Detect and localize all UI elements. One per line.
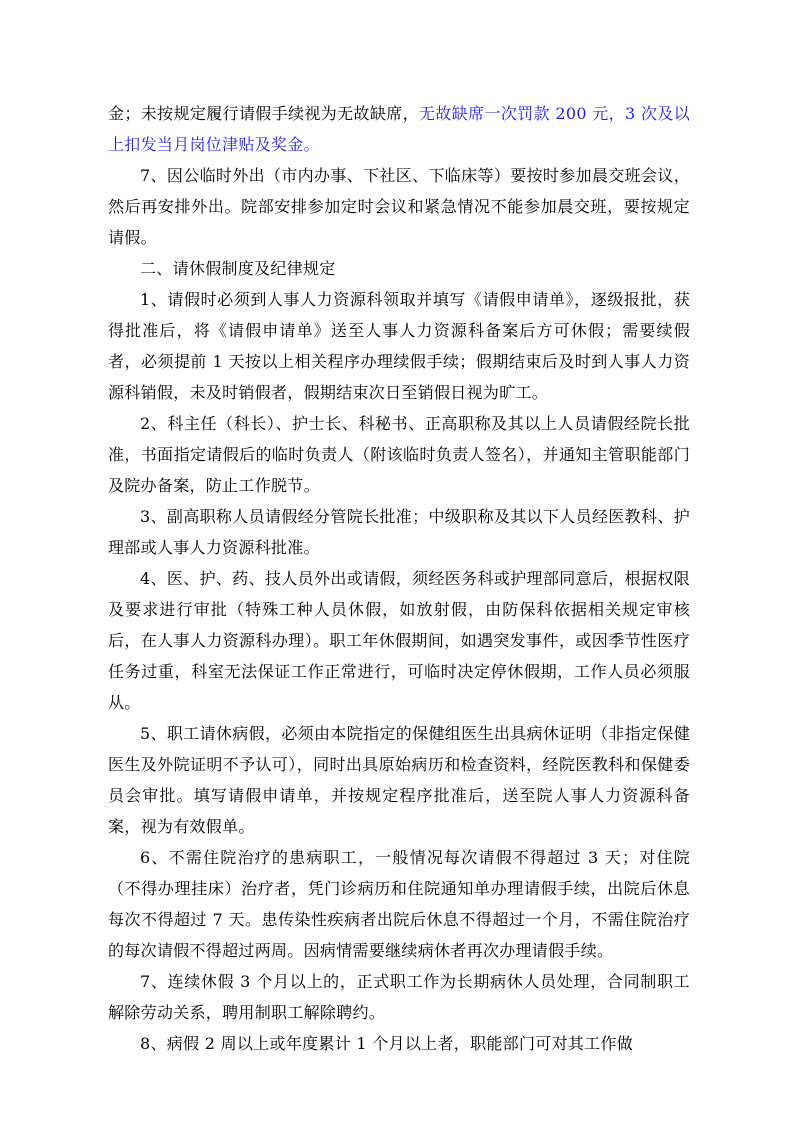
rule-item-2: 2、科主任（科长）、护士长、科秘书、正高职称及其以上人员请假经院长批准，书面指定请假后的临时负责人（附该临时负责人签名），并通知主管职能部门及院办备案，防止工作脱节。 [108, 414, 690, 495]
rule-item-6: 6、不需住院治疗的患病职工，一般情况每次请假不得超过 3 天；对住院（不得办理挂床）治疗者，凭门诊病历和住院通知单办理请假手续，出院后休息每次不得超过 7 天。患传染性疾病者出院后休息不得超过一个月，不需住院治疗的每次请假不得超过两周。因病情需要继续病休者再次办理请假手续。 [108, 848, 690, 960]
rule-item-1: 1、请假时必须到人事人力资源科领取并填写《请假申请单》，逐级报批，获得批准后，将《请假申请单》送至人事人力资源科备案后方可休假；需要续假者，必须提前 1 天按以上相关程序办理续假手续；假期结束后及时到人事人力资源科销假，未及时销假者，假期结束次日至销假日视为旷工。 [108, 290, 690, 402]
intro-lead: 金；未按规定履行请假手续视为无故缺席， [108, 104, 419, 123]
upper-item-7: 7、因公临时外出（市内办事、下社区、下临床等）要按时参加晨交班会议，然后再安排外出。院部安排参加定时会议和紧急情况不能参加晨交班，要按规定请假。 [108, 166, 690, 247]
rule-item-5: 5、职工请休病假，必须由本院指定的保健组医生出具病休证明（非指定保健医生及外院证明不予认可），同时出具原始病历和检查资料，经院医教科和保健委员会审批。填写请假申请单，并按规定程序批准后，送至院人事人力资源科备案，视为有效假单。 [108, 724, 690, 836]
rule-item-3: 3、副高职称人员请假经分管院长批准；中级职称及其以下人员经医教科、护理部或人事人力资源科批准。 [108, 507, 690, 557]
intro-paragraph [108, 98, 690, 160]
penalty-highlight: 无故缺席一次罚款 200 元，3 次及以上扣发当月岗位津贴及奖金。 [108, 104, 690, 154]
rule-item-8: 8、病假 2 周以上或年度累计 1 个月以上者，职能部门可对其工作做 [140, 1034, 634, 1053]
rule-item-7: 7、连续休假 3 个月以上的，正式职工作为长期病休人员处理，合同制职工解除劳动关系，聘用制职工解除聘约。 [108, 972, 690, 1022]
rule-item-4: 4、医、护、药、技人员外出或请假，须经医务科或护理部同意后，根据权限及要求进行审批（特殊工种人员休假，如放射假，由防保科依据相关规定审核后，在人事人力资源科办理）。职工年休假期间，如遇突发事件，或因季节性医疗任务过重，科室无法保证工作正常进行，可临时决定停休假期，工作人员必须服从。 [108, 569, 690, 712]
section-heading: 二、请休假制度及纪律规定 [140, 259, 336, 278]
